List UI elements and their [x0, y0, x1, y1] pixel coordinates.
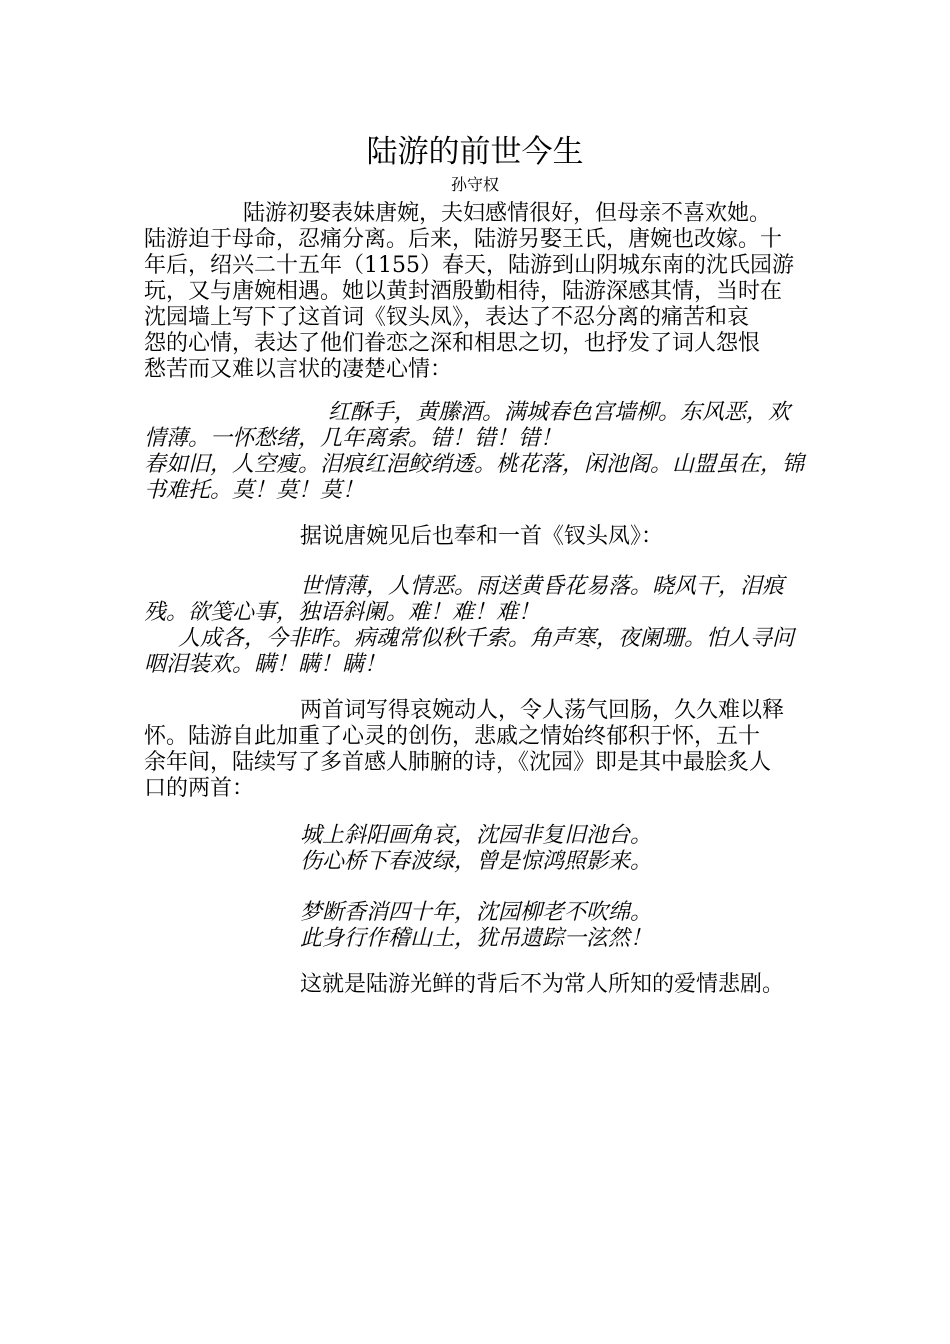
poem1-line: 情薄。一怀愁绪，几年离索。错！错！错！: [144, 426, 563, 451]
poem2-line: 世情薄，人情恶。雨送黄昏花易落。晓风干，泪痕: [300, 574, 785, 599]
poem2-line: 咽泪装欢。瞒！瞒！瞒！: [144, 652, 387, 677]
shenyuan2-line: 此身行作稽山土，犹吊遗踪一泫然！: [300, 926, 653, 951]
poem2-line: 人成各，今非昨。病魂常似秋千索。角声寒，夜阑珊。怕人寻问: [178, 626, 795, 651]
intro-line: 陆游初娶表妹唐婉，夫妇感情很好，但母亲不喜欢她。: [243, 201, 772, 226]
para3-line: 余年间，陆续写了多首感人肺腑的诗，《沈园》即是其中最脍炙人: [144, 750, 772, 775]
para3-line: 怀。陆游自此加重了心灵的创伤，悲戚之情始终郁积于怀，五十: [144, 724, 761, 749]
intro-line: 愁苦而又难以言状的凄楚心情：: [144, 357, 453, 382]
poem1-line: 红酥手，黄縢酒。满城春色宫墙柳。东风恶，欢: [328, 400, 791, 425]
shenyuan1-line: 城上斜阳画角哀，沈园非复旧池台。: [300, 823, 653, 848]
conclusion: 这就是陆游光鲜的背后不为常人所知的爱情悲剧。: [300, 972, 785, 997]
intro-line: 玩，又与唐婉相遇。她以黄封酒殷勤相待，陆游深感其情，当时在: [144, 279, 783, 304]
para3-line: 口的两首：: [144, 776, 255, 801]
intro-line: 沈园墙上写下了这首词《钗头凤》，表达了不忍分离的痛苦和哀: [144, 305, 750, 330]
poem2-line: 残。欲笺心事，独语斜阑。难！难！难！: [144, 600, 541, 625]
para3-line: 两首词写得哀婉动人，令人荡气回肠，久久难以释: [300, 698, 785, 723]
intro-line: 怨的心情，表达了他们眷恋之深和相思之切，也抒发了词人怨恨: [144, 331, 761, 356]
shenyuan1-line: 伤心桥下春波绿，曾是惊鸿照影来。: [300, 849, 653, 874]
reply-intro: 据说唐婉见后也奉和一首《钗头凤》：: [300, 524, 664, 549]
poem1-line: 书难托。莫！莫！莫！: [144, 478, 365, 503]
intro-line: 陆游迫于母命，忍痛分离。后来，陆游另娶王氏，唐婉也改嫁。十: [144, 227, 783, 252]
page-title: 陆游的前世今生: [366, 134, 584, 170]
poem1-line: 春如旧，人空瘦。泪痕红浥鲛绡透。桃花落，闲池阁。山盟虽在，锦: [144, 452, 805, 477]
shenyuan2-line: 梦断香消四十年，沈园柳老不吹绵。: [300, 900, 653, 925]
author-name: 孙守权: [450, 175, 499, 194]
intro-line: 年后，绍兴二十五年（1155）春天，陆游到山阴城东南的沈氏园游: [144, 253, 794, 278]
